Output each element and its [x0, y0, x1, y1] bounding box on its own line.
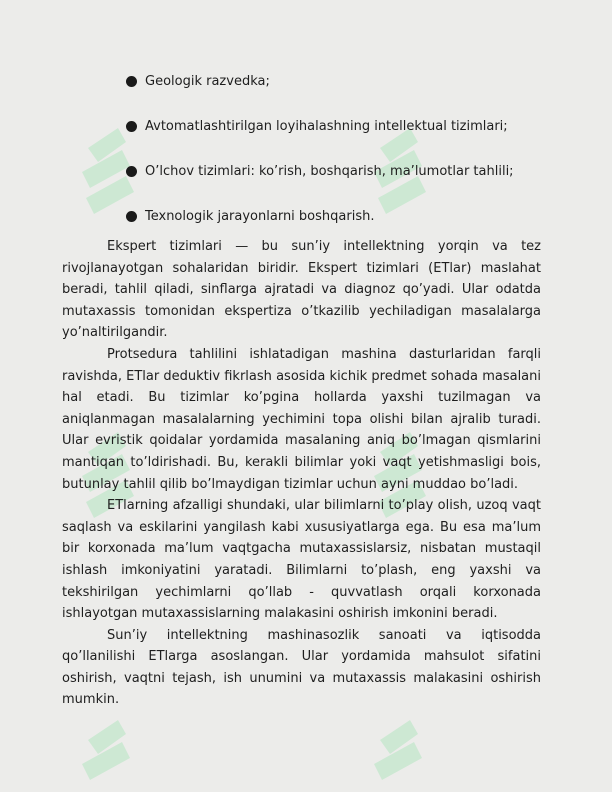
list-item — [126, 117, 566, 162]
watermark-logo-icon — [78, 720, 136, 792]
list-item-text: O’lchov tizimlari: ko’rish, boshqarish, ma’lumotlar tahlili; — [145, 164, 514, 179]
bullet-icon — [126, 76, 137, 87]
paragraph: Ekspert tizimlari — bu sun’iy intellektning yorqin va tez rivojlanayotgan sohalaridan biridir. Ekspert tizimlari (ETlar) maslahat beradi, tahlil qiladi, sinflarga ajratadi va diagnoz qo’yadi. Ular odatda mutaxassis tomonidan ekspertiza o’tkazilib yechiladigan masalalarga yo’naltirilgandir. — [62, 239, 541, 341]
bullet-icon — [126, 121, 137, 132]
paragraph: ETlarning afzalligi shundaki, ular bilimlarni to’play olish, uzoq vaqt saqlash va eskilarini yangilash kabi xususiyatlarga ega. Bu esa ma’lum bir korxonada ma’lum vaqtgacha mutaxassislarsiz, nisbatan mustaqil ishlash imkoniyatini yaratadi. Bilimlarni to’plash, eng yaxshi va tekshirilgan yechimlarni qo’llab - quvvatlash orqali korxonada ishlayotgan mutaxassislarning malakasini oshirish imkonini beradi. — [62, 498, 541, 622]
list-item-text: Texnologik jarayonlarni boshqarish. — [145, 209, 375, 224]
paragraph: Sun’iy intellektning mashinasozlik sanoati va iqtisodda qo’llanilishi ETlarga asoslangan. Ular yordamida mahsulot sifatini oshirish, vaqtni tejash, ish unumini va mutaxassis malakasini oshirish mumkin. — [62, 627, 541, 708]
bullet-icon — [126, 211, 137, 222]
body-text — [62, 236, 541, 711]
list-item — [126, 162, 566, 207]
paragraph: Protsedura tahlilini ishlatadigan mashina dasturlaridan farqli ravishda, ETlar deduktiv fikrlash asosida kichik predmet sohada masalani hal etadi. Bu tizimlar ko’pgina hollarda yaxshi tuzilmagan va aniqlanmagan masalalarning yechimini topa olishi bilan ajralib turadi. Ular evristik qoidalar yordamida masalaning aniq bo’lmagan qismlarini mantiqan to’ldirishadi. Bu, kerakli bilimlar yoki vaqt yetishmasligi bois, butunlay tahlil qilib bo’lmaydigan tizimlar uchun ayni muddao bo’ladi. — [62, 346, 541, 492]
bullet-list — [126, 72, 566, 252]
bullet-icon — [126, 166, 137, 177]
list-item-text: Geologik razvedka; — [145, 74, 270, 89]
watermark-logo-icon — [370, 720, 428, 792]
list-item-text: Avtomatlashtirilgan loyihalashning intellektual tizimlari; — [145, 119, 508, 134]
list-item — [126, 72, 566, 117]
